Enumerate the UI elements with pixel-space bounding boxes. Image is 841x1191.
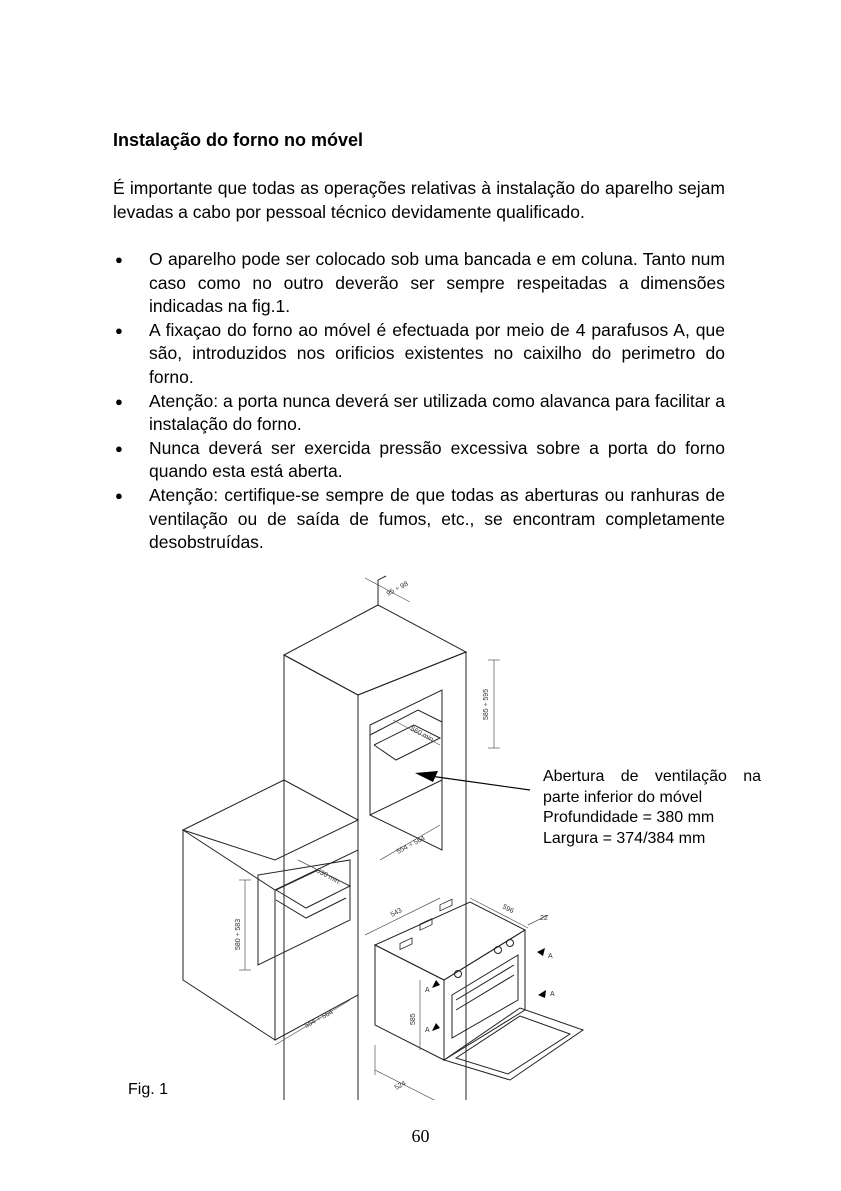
bullet-icon: ●: [115, 487, 123, 503]
screw-arrow-icon: [537, 948, 545, 956]
arrow-head-icon: [415, 771, 438, 782]
bullet-icon: ●: [115, 322, 123, 338]
list-item: [113, 437, 725, 484]
pointer-arrow: [430, 776, 530, 790]
screw-label: A: [548, 953, 553, 960]
column-cabinet-side: [358, 652, 466, 1100]
list-item: [113, 390, 725, 437]
list-item: [113, 484, 725, 555]
bullet-icon: ●: [115, 393, 123, 409]
list-item: [113, 319, 725, 390]
screw-label: A: [425, 987, 430, 994]
ventilation-note: [543, 767, 761, 849]
dim-oven-bottom: 524: [393, 1080, 408, 1092]
dim-oven-depth: 543: [389, 907, 404, 919]
intro-paragraph: É importante que todas as operações relativas à instalação do aparelho sejam levadas a cabo por pessoal técnico devidamente qualificado.: [113, 178, 725, 222]
dim-column-height: 585 ÷ 595: [483, 688, 490, 720]
list-item-text: Atenção: a porta nunca deverá ser utilizada como alavanca para facilitar a instalação do forno.: [149, 390, 725, 435]
ventilation-width: Largura = 374/384 mm: [543, 829, 706, 847]
figure-label: Fig. 1: [128, 1081, 169, 1098]
oven-front: [444, 930, 525, 1060]
list-item-text: Atenção: certifique-se sempre de que todas as aberturas ou ranhuras de ventilação ou de saída de fumos, etc., se encontram completamente desobstruídas.: [149, 484, 725, 553]
base-cabinet-top: [183, 780, 358, 860]
list-item: [113, 248, 725, 319]
screw-label: A: [550, 991, 555, 998]
list-item-text: A fixaçao do forno ao móvel é efectuada por meio de 4 parafusos A, que são, introduzidos nos orificios existentes no caixilho do perimetro do forno.: [149, 319, 725, 387]
list-item-text: Nunca deverá ser exercida pressão excessiva sobre a porta do forno quando esta está aberta.: [149, 437, 725, 482]
list-item-text: O aparelho pode ser colocado sob uma bancada e em coluna. Tanto num caso como no outro deverão ser sempre respeitadas a dimensões indicadas na fig.1.: [149, 249, 725, 317]
ventilation-depth: Profundidade = 380 mm: [543, 809, 715, 826]
dim-base-width: 554 ÷ 564: [303, 1008, 335, 1030]
bullet-icon: ●: [115, 440, 123, 456]
dim-oven-front: 22: [540, 915, 548, 922]
screw-arrow-icon: [432, 980, 440, 988]
dim-column-width: 554 ÷ 564: [395, 834, 427, 856]
dim-base-height: 580 ÷ 583: [235, 918, 242, 950]
column-niche: [370, 690, 442, 815]
base-cabinet-front: [183, 830, 275, 1040]
base-cabinet-side: [275, 850, 358, 1040]
dim-oven-height: 585: [410, 1013, 417, 1025]
screw-arrow-icon: [432, 1023, 440, 1031]
screw-label: A: [425, 1027, 430, 1034]
ventilation-note-line: parte inferior do móvel: [543, 788, 703, 806]
dim-column-depth: 560 min.: [409, 725, 437, 745]
instruction-list: [113, 248, 725, 555]
dim-oven-width: 596: [501, 903, 515, 916]
oven-door: [444, 1008, 583, 1080]
page-title: Instalação do forno no móvel: [113, 130, 364, 150]
column-cabinet-top: [284, 605, 466, 695]
dim-top-offset: 95 ÷ 98: [385, 580, 410, 598]
dim-base-depth: 530 min.: [315, 867, 343, 887]
ventilation-note-line: Abertura de ventilação na: [543, 768, 761, 785]
page-number: 60: [411, 1126, 430, 1146]
screw-arrow-icon: [538, 990, 546, 998]
bullet-icon: ●: [115, 252, 123, 267]
